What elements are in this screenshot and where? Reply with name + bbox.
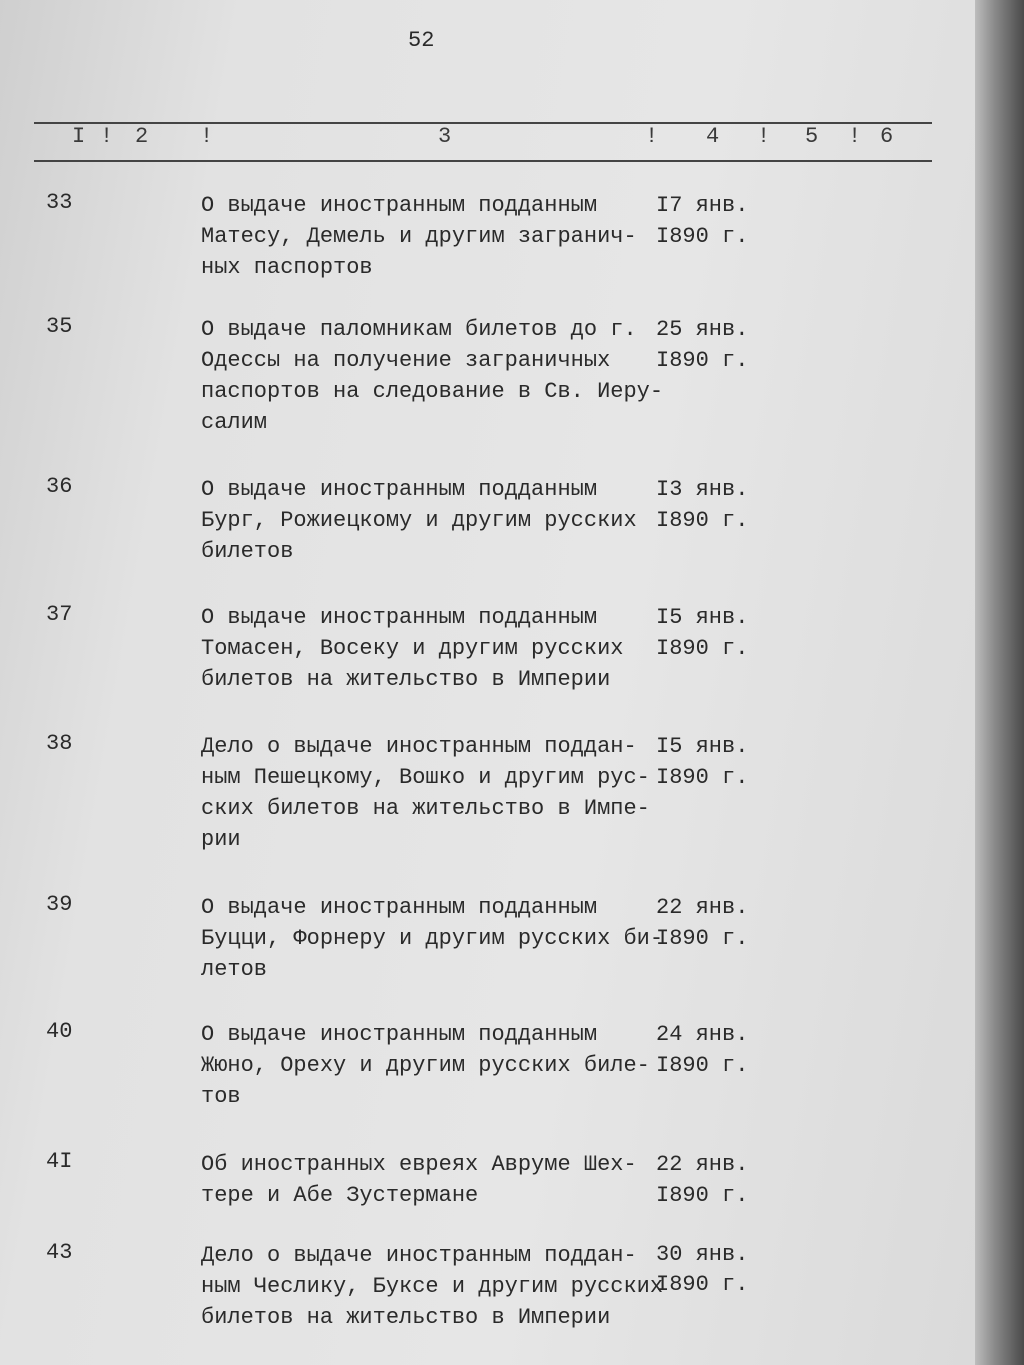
header-rule-top (34, 122, 932, 124)
case-number: 4I (46, 1149, 73, 1174)
case-title: Дело о выдаче иностранным поддан- ным Чеслику, Буксе и другим русских билетов на жительство в Империи (201, 1243, 664, 1330)
col-header-5: 5 (805, 124, 819, 149)
case-number: 43 (46, 1240, 73, 1265)
case-number: 40 (46, 1019, 73, 1044)
case-date: 24 янв. I890 г. (656, 1022, 749, 1078)
case-number: 39 (46, 892, 73, 917)
case-title: О выдаче иностранным подданным Томасен, Восеку и другим русских билетов на жительство в Империи (201, 605, 624, 692)
case-title: Дело о выдаче иностранным поддан- ным Пешецкому, Вошко и другим рус- ских билетов на жительство в Импе- рии (201, 734, 650, 852)
col-separator: ! (757, 124, 771, 149)
case-date: I3 янв. I890 г. (656, 477, 749, 533)
case-title: Об иностранных евреях Авруме Шех- тере и Абе Зустермане (201, 1152, 637, 1208)
case-date: I7 янв. I890 г. (656, 193, 749, 249)
case-number: 33 (46, 190, 73, 215)
case-title: О выдаче иностранным подданным Жюно, Ореху и другим русских биле- тов (201, 1022, 650, 1109)
page-number: 52 (408, 28, 435, 53)
col-header-6: 6 (880, 124, 894, 149)
case-date: 22 янв. I890 г. (656, 895, 749, 951)
col-separator: ! (848, 124, 862, 149)
binding-edge (975, 0, 1024, 1365)
col-header-4: 4 (706, 124, 720, 149)
header-rule-bottom (34, 160, 932, 162)
case-title: О выдаче иностранным подданным Бург, Рожиецкому и другим русских билетов (201, 477, 637, 564)
col-separator: ! (200, 124, 214, 149)
col-header-3: 3 (438, 124, 452, 149)
col-separator: ! (100, 124, 114, 149)
case-number: 36 (46, 474, 73, 499)
case-number: 38 (46, 731, 73, 756)
col-separator: ! (645, 124, 659, 149)
col-header-2: 2 (135, 124, 149, 149)
case-date: I5 янв. I890 г. (656, 734, 749, 790)
case-date: 25 янв. I890 г. (656, 317, 749, 373)
col-header-1: I (72, 124, 86, 149)
case-title: О выдаче паломникам билетов до г. Одессы на получение заграничных паспортов на следование в Св. Иеру- салим (201, 317, 664, 435)
case-number: 37 (46, 602, 73, 627)
case-title: О выдаче иностранным подданным Буцци, Форнеру и другим русских би- летов (201, 895, 664, 982)
case-number: 35 (46, 314, 73, 339)
case-date: 30 янв. I890 г. (656, 1242, 749, 1297)
case-title: О выдаче иностранным подданным Матесу, Демель и другим загранич- ных паспортов (201, 193, 637, 280)
case-date: I5 янв. I890 г. (656, 605, 749, 661)
case-date: 22 янв. I890 г. (656, 1152, 749, 1208)
